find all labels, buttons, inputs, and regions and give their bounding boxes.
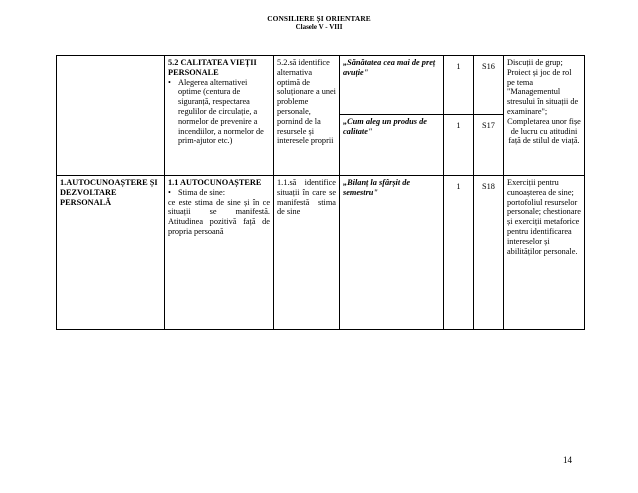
activity-week: S18 bbox=[474, 176, 504, 330]
document-title: CONSILIERE ȘI ORIENTARE bbox=[267, 14, 371, 23]
activity-title: „Bilanț la sfârșit de semestru" bbox=[340, 176, 444, 330]
unit-bullet bbox=[168, 188, 270, 198]
unit-title: 1.1 AUTOCUNOAȘTERE bbox=[168, 178, 262, 187]
unit-title: 5.2 CALITATEA VIEȚII PERSONALE bbox=[168, 58, 257, 77]
unit-bullet-text: ce este stima de sine și în ce situații se manifestă. Atitudinea pozitivă față de propria persoană bbox=[168, 197, 270, 236]
activity-title: „Sănătatea cea mai de preț avuție" bbox=[340, 56, 444, 115]
unit-cell bbox=[165, 56, 274, 176]
page-number: 14 bbox=[563, 455, 572, 465]
unit-bullet-text: Alegerea alternativei optime (centura de siguranță, respectarea regulilor de circulație, a normelor de prevenire a incendiilor, a normelor de prim-ajutor etc.) bbox=[178, 77, 264, 146]
competence-cell: 1.1.să identifice situații în care se manifestă stima de sine bbox=[274, 176, 340, 330]
table-row bbox=[57, 56, 585, 115]
curriculum-table bbox=[56, 55, 585, 330]
activity-hours: 1 bbox=[444, 115, 474, 176]
activity-hours: 1 bbox=[444, 56, 474, 115]
document-header bbox=[0, 14, 638, 32]
unit-bullet bbox=[168, 78, 270, 147]
domain-cell: 1.AUTOCUNOAȘTERE ȘI DEZVOLTARE PERSONALĂ bbox=[57, 176, 165, 330]
unit-cell bbox=[165, 176, 274, 330]
activity-week: S17 bbox=[474, 115, 504, 176]
activity-title: „Cum aleg un produs de calitate" bbox=[340, 115, 444, 176]
table-row bbox=[57, 176, 585, 330]
document-subtitle: Clasele V - VIII bbox=[295, 23, 343, 31]
bullet-icon: • bbox=[168, 187, 171, 197]
unit-bullet-label: Stima de sine: bbox=[178, 187, 226, 197]
methods-text-b: Completarea unor fișe de lucru cu atitudini față de stilul de viață. bbox=[507, 116, 581, 146]
activity-hours: 1 bbox=[444, 176, 474, 330]
domain-cell bbox=[57, 56, 165, 176]
activity-week: S16 bbox=[474, 56, 504, 115]
methods-text-a: Discuții de grup; Proiect și joc de rol pe tema "Managementul stresului în situații de examinare"; bbox=[507, 58, 579, 116]
competence-cell: 5.2.să identifice alternativa optimă de soluționare a unei probleme personale, pornind de la resursele și interesele proprii bbox=[274, 56, 340, 176]
methods-cell: Exerciții pentru cunoașterea de sine; portofoliul resurselor personale; chestionare și exerciții metaforice pentru identificarea intereselor și abilităților personale. bbox=[504, 176, 585, 330]
methods-cell bbox=[504, 56, 585, 176]
bullet-icon: • bbox=[168, 77, 171, 87]
